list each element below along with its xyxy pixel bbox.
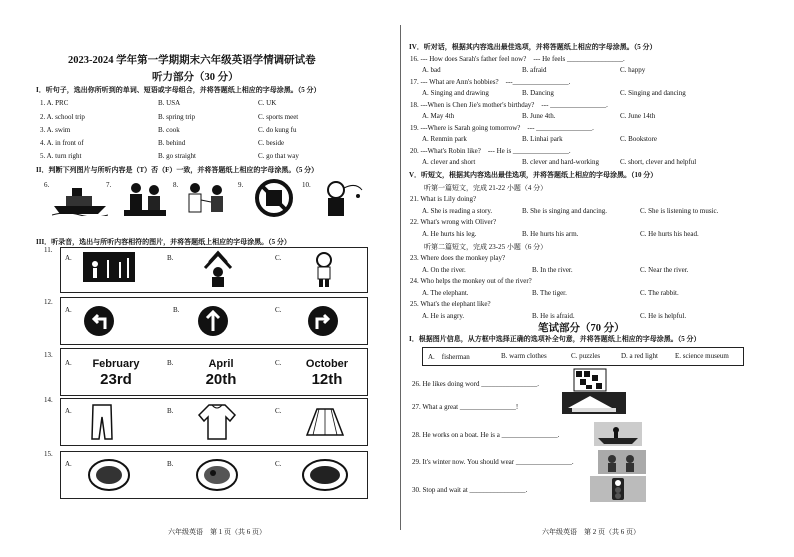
passage-2-note: 听第二篇短文，完成 23-25 小题（6 分）	[424, 243, 548, 251]
party-scene-image	[83, 252, 135, 282]
answer-option: B. She is singing and dancing.	[522, 207, 607, 215]
option-cell: 4. A. in front of	[40, 139, 84, 147]
choice-c: C. puzzles	[571, 352, 601, 360]
q12-number: 12.	[44, 298, 53, 306]
answer-option: C. She is listening to music.	[640, 207, 719, 215]
option-cell: 3. A. swim	[40, 126, 71, 134]
skirt-icon	[305, 405, 345, 439]
fill-blank-29: 29. It's winter now. You should wear ________________.	[412, 458, 574, 466]
written-part-title: 笔试部分（70 分）	[538, 323, 625, 334]
answer-option: C. short, clever and helpful	[620, 158, 697, 166]
option-cell: 1. A. PRC	[40, 99, 69, 107]
date-day: 20th	[205, 371, 237, 388]
option-cell: C. UK	[258, 99, 277, 107]
option-cell: B. cook	[158, 126, 180, 134]
option-c-label: C.	[275, 306, 282, 314]
answer-option: B. clever and hard-working	[522, 158, 599, 166]
pants-icon	[89, 403, 115, 441]
q15-box	[60, 451, 368, 499]
left-page-footer: 六年级英语 第 1 页（共 6 页）	[168, 528, 266, 536]
date-day: 12th	[311, 371, 343, 388]
fill-blank-30: 30. Stop and wait at ________________.	[412, 486, 528, 494]
answer-option: A. clever and short	[422, 158, 476, 166]
answer-option: B. Dancing	[522, 89, 554, 97]
girl-image	[309, 251, 339, 289]
q14-box	[60, 398, 368, 446]
option-cell: C. sports meet	[258, 113, 299, 121]
option-c-label: C.	[275, 460, 282, 468]
choice-b: B. warm clothes	[501, 352, 547, 360]
question-16: 16. --- How does Sarah's father feel now? --- He feels ________________.	[410, 55, 625, 63]
question-21: 21. What is Lily doing?	[410, 195, 477, 203]
winter-scene-image	[598, 450, 646, 474]
option-cell: B. go straight	[158, 152, 196, 160]
food-plate-icon	[87, 458, 131, 492]
passage-1-note: 听第一篇短文，完成 21-22 小题（4 分）	[424, 184, 548, 192]
option-a-label: A.	[65, 254, 72, 262]
option-b-label: B.	[167, 460, 174, 468]
answer-option: A. On the river.	[422, 266, 466, 274]
sweater-icon	[197, 403, 237, 441]
answer-option: C. happy	[620, 66, 646, 74]
woman-with-plant-image	[201, 250, 235, 288]
section-1-instruction: I．听句子，选出你所听到的单词、短语或字母组合，并将答题纸上相应的字母涂黑。（5 分）	[36, 86, 321, 94]
answer-option: A. Singing and drawing	[422, 89, 489, 97]
answer-option: B. afraid	[522, 66, 547, 74]
turn-right-sign-icon	[307, 305, 339, 337]
date-month: February	[92, 358, 140, 370]
option-c-label: C.	[275, 254, 282, 262]
question-24: 24. Who helps the monkey out of the river?	[410, 277, 532, 285]
date-month: October	[305, 358, 349, 370]
choice-e: E. science museum	[675, 352, 729, 360]
page-divider	[400, 25, 401, 530]
option-a-label: A.	[65, 460, 72, 468]
question-18: 18. ---When is Chen Jie's mother's birthday? --- ________________.	[410, 101, 608, 109]
word-choice-box	[422, 347, 744, 366]
q13-box	[60, 348, 368, 396]
option-cell: C. beside	[258, 139, 285, 147]
section-5-instruction: V．听短文，根据其内容选出最佳选项，并将答题纸上相应的字母涂黑。（10 分）	[409, 171, 658, 179]
option-cell: C. go that way	[258, 152, 299, 160]
q10-number: 10.	[302, 181, 311, 189]
option-a-label: A.	[65, 306, 72, 314]
date-month: April	[208, 358, 234, 370]
food-plate-icon	[195, 458, 239, 492]
date-day: 23rd	[100, 371, 132, 388]
question-19: 19. ---Where is Sarah going tomorrow? --- ________________.	[410, 124, 594, 132]
section-2-instruction: II．判断下列图片与所听内容是（T）否（F）一致，并将答题纸上相应的字母涂黑。（5 分）	[36, 166, 319, 174]
answer-option: C. Near the river.	[640, 266, 689, 274]
q6-number: 6.	[44, 181, 50, 189]
q11-box	[60, 247, 368, 293]
question-17: 17. --- What are Ann's hobbies? ---________________.	[410, 78, 571, 86]
q15-number: 15.	[44, 450, 53, 458]
right-page	[402, 0, 794, 557]
answer-option: A. He is angry.	[422, 312, 465, 320]
option-b-label: B.	[167, 407, 174, 415]
option-b-label: B.	[167, 359, 174, 367]
q12-box	[60, 297, 368, 345]
option-cell: 5. A. turn right	[40, 152, 82, 160]
section-4-instruction: IV．听对话，根据其内容选出最佳选项，并将答题纸上相应的字母涂黑。（5 分）	[409, 43, 657, 51]
answer-option: C. The rabbit.	[640, 289, 679, 297]
q9-number: 9.	[238, 181, 244, 189]
museum-image	[562, 392, 626, 414]
crossword-puzzle-image	[572, 367, 608, 393]
answer-option: C. Singing and dancing	[620, 89, 686, 97]
exam-title: 2023-2024 学年第一学期期末六年级英语学情调研试卷	[68, 55, 316, 66]
section-6-instruction: I．根据图片信息，从方框中选择正确的选项补全句意，并将答题纸上相应的字母涂黑。（5 分）	[409, 335, 701, 343]
q7-number: 7.	[106, 181, 112, 189]
traffic-light-image	[590, 476, 646, 502]
q8-number: 8.	[173, 181, 179, 189]
choice-a: A. fisherman	[428, 353, 470, 361]
option-cell: B. spring trip	[158, 113, 196, 121]
answer-option: C. Bookstore	[620, 135, 657, 143]
answer-option: A. Renmin park	[422, 135, 467, 143]
doctor-image	[183, 180, 233, 220]
question-20: 20. ---What's Robin like? --- He is ________________.	[410, 147, 571, 155]
fill-blank-27: 27. What a great ________________!	[412, 403, 519, 411]
answer-option: B. Linhai park	[522, 135, 563, 143]
option-cell: B. USA	[158, 99, 181, 107]
answer-option: B. June 4th.	[522, 112, 556, 120]
answer-option: A. He hurts his leg.	[422, 230, 477, 238]
answer-option: C. He is helpful.	[640, 312, 687, 320]
no-sign-icon	[254, 178, 294, 218]
q11-number: 11.	[44, 246, 53, 254]
fill-blank-26: 26. He likes doing word ________________.	[412, 380, 539, 388]
question-23: 23. Where does the monkey play?	[410, 254, 506, 262]
boy-sneezing-image	[314, 178, 364, 222]
question-22: 22. What's wrong with Oliver?	[410, 218, 497, 226]
people-image	[122, 180, 168, 220]
q14-number: 14.	[44, 396, 53, 404]
answer-option: A. The elephant.	[422, 289, 469, 297]
option-a-label: A.	[65, 359, 72, 367]
answer-option: C. June 14th	[620, 112, 656, 120]
option-c-label: C.	[275, 359, 282, 367]
date-option-b	[191, 359, 251, 387]
question-25: 25. What's the elephant like?	[410, 300, 491, 308]
listening-part-title: 听力部分（30 分）	[152, 72, 239, 83]
q13-number: 13.	[44, 351, 53, 359]
go-straight-sign-icon	[197, 305, 229, 337]
answer-option: B. In the river.	[532, 266, 573, 274]
turn-left-sign-icon	[83, 305, 115, 337]
option-b-label: B.	[167, 254, 174, 262]
answer-option: B. The tiger.	[532, 289, 567, 297]
option-cell: C. do kung fu	[258, 126, 297, 134]
fill-blank-28: 28. He works on a boat. He is a ________________.	[412, 431, 560, 439]
answer-option: C. He hurts his head.	[640, 230, 699, 238]
answer-option: A. bad	[422, 66, 441, 74]
answer-option: B. He hurts his arm.	[522, 230, 579, 238]
answer-option: B. He is afraid.	[532, 312, 575, 320]
fisherman-boat-image	[594, 422, 642, 446]
right-page-footer: 六年级英语 第 2 页（共 6 页）	[542, 528, 640, 536]
option-cell: 2. A. school trip	[40, 113, 85, 121]
section-3-instruction: III．听录音，选出与所听内容相符的图片，并将答题纸上相应的字母涂黑。（5 分）	[36, 238, 291, 246]
date-option-a	[83, 359, 149, 387]
answer-option: A. She is reading a story.	[422, 207, 493, 215]
option-a-label: A.	[65, 407, 72, 415]
food-plate-icon	[301, 458, 349, 492]
answer-option: A. May 4th	[422, 112, 455, 120]
option-b-label: B.	[173, 306, 180, 314]
option-cell: B. behind	[158, 139, 186, 147]
choice-d: D. a red light	[621, 352, 658, 360]
date-option-c	[297, 359, 357, 387]
ship-image	[52, 184, 108, 216]
option-c-label: C.	[275, 407, 282, 415]
